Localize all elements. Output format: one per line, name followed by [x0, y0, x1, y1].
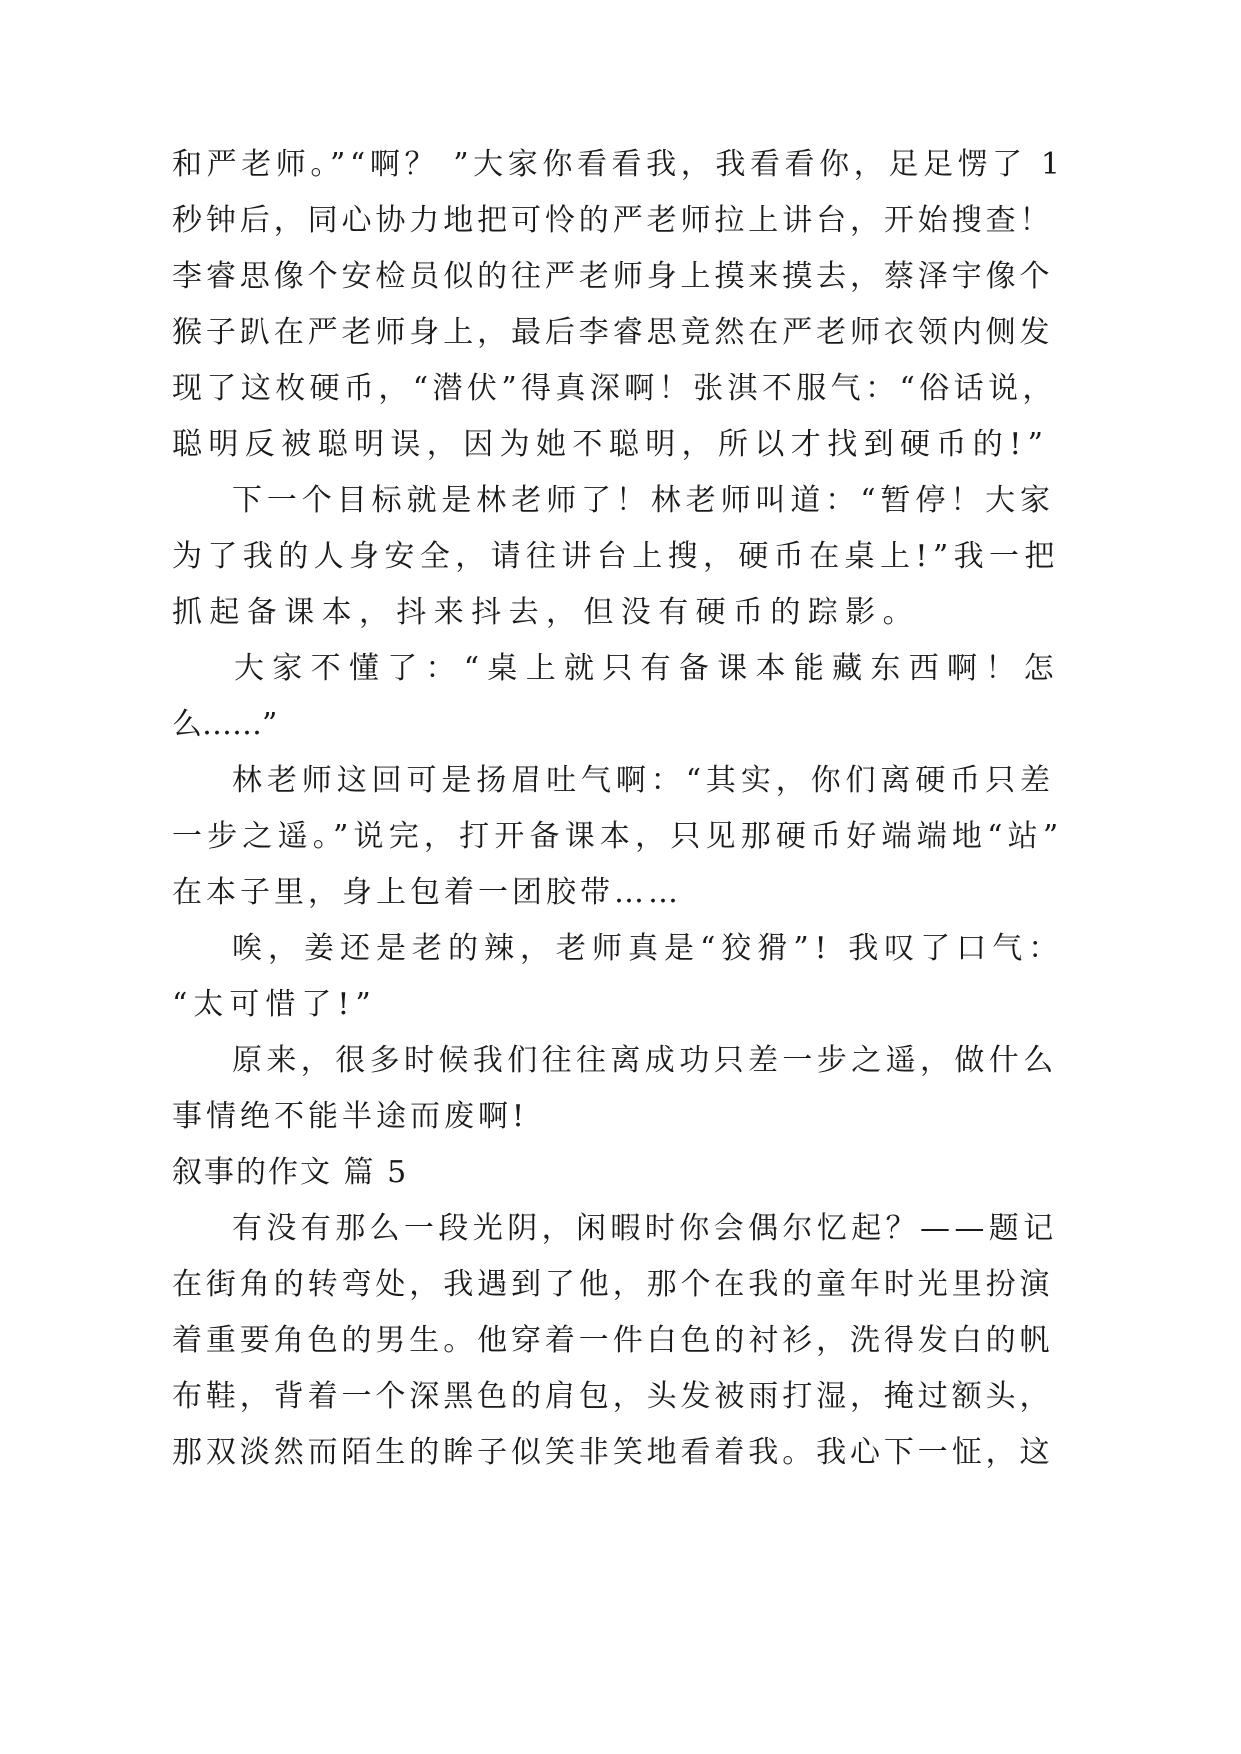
text-line: 猴子趴在严老师身上，最后李睿思竟然在严老师衣领内侧发	[172, 315, 1054, 350]
text-line: 布鞋，背着一个深黑色的肩包，头发被雨打湿，掩过额头，	[172, 1379, 1054, 1414]
paragraph-first-line: 下一个目标就是林老师了！林老师叫道：“暂停！大家	[232, 483, 1055, 518]
text-line: 聪明反被聪明误，因为她不聪明，所以才找到硬币的!”	[172, 427, 1050, 462]
paragraph-first-line: 大家不懂了：“桌上就只有备课本能藏东西啊！怎	[234, 651, 1062, 686]
text-line: 一步之遥。”说完，打开备课本，只见那硬币好端端地“站”	[172, 819, 1064, 854]
text-line: 李睿思像个安检员似的往严老师身上摸来摸去，蔡泽宇像个	[172, 259, 1054, 294]
text-line: 秒钟后，同心协力地把可怜的严老师拉上讲台，开始搜查！	[172, 203, 1054, 238]
text-line: 么……”	[172, 707, 278, 742]
text-line: 为了我的人身安全，请往讲台上搜，硬币在桌上!”我一把	[172, 539, 1060, 574]
text-line: 现了这枚硬币，“潜伏”得真深啊！张淇不服气：“俗话说，	[172, 371, 1057, 406]
text-line: “太可惜了!”	[172, 987, 377, 1022]
text-line: 那双淡然而陌生的眸子似笑非笑地看着我。我心下一怔，这	[172, 1435, 1054, 1470]
text-line: 在本子里，身上包着一团胶带……	[172, 875, 682, 910]
paragraph-first-line: 林老师这回可是扬眉吐气啊：“其实，你们离硬币只差	[232, 763, 1055, 798]
paragraph-first-line: 唉，姜还是老的辣，老师真是“狡猾”! 我叹了口气：	[232, 931, 1065, 966]
text-line: 事情绝不能半途而废啊!	[172, 1099, 529, 1134]
text-line: 抓起备课本，抖来抖去，但没有硬币的踪影。	[172, 595, 920, 630]
text-line: 着重要角色的男生。他穿着一件白色的衬衫，洗得发白的帆	[172, 1323, 1054, 1358]
text-line: 在街角的转弯处，我遇到了他，那个在我的童年时光里扮演	[172, 1267, 1054, 1302]
paragraph-first-line: 有没有那么一段光阴，闲暇时你会偶尔忆起？——题记	[232, 1211, 1058, 1246]
section-heading: 叙事的作文 篇 5	[172, 1155, 409, 1190]
text-line: 和严老师。”“啊？ ”大家你看看我，我看看你，足足愣了 1	[172, 147, 1065, 182]
paragraph-first-line: 原来，很多时候我们往往离成功只差一步之遥，做什么	[232, 1043, 1058, 1078]
